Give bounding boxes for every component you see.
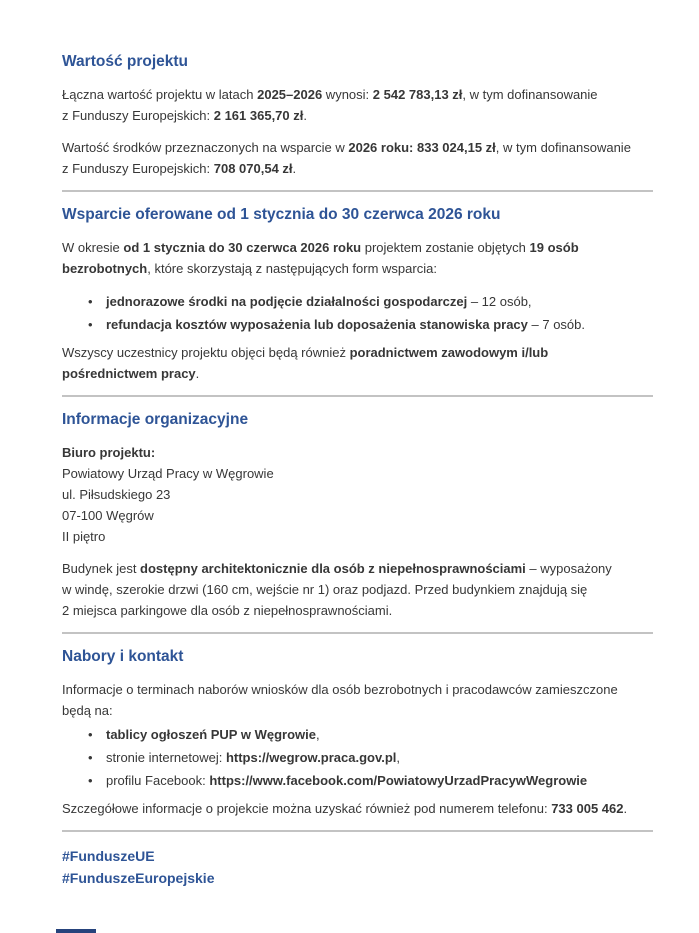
hashtag-2: #FunduszeEuropejskie — [62, 870, 215, 886]
text-run: , które skorzystają z następujących form wsparcia: — [147, 261, 437, 276]
list-item — [86, 746, 653, 769]
text-run: . — [292, 161, 297, 176]
accessibility-paragraph — [62, 558, 653, 621]
list-item — [86, 290, 653, 313]
text-run: . — [623, 801, 628, 816]
support-period-paragraph — [62, 237, 653, 279]
section-heading-support-offered: Wsparcie oferowane od 1 stycznia do 30 czerwca 2026 roku — [62, 206, 501, 223]
text-run: 07-100 Węgrów — [62, 508, 154, 523]
bold-text-run: 708 070,54 zł — [213, 161, 293, 176]
text-run: 2 miejsca parkingowe dla osób z niepełnosprawnościami. — [62, 603, 393, 618]
url-text[interactable]: https://www.facebook.com/PowiatowyUrzadPracywWegrowie — [209, 773, 588, 788]
bold-text-run: pośrednictwem pracy — [62, 366, 196, 381]
text-run: projektem zostanie objętych — [361, 240, 530, 255]
text-run: Powiatowy Urząd Pracy w Węgrowie — [62, 466, 274, 481]
list-item — [86, 769, 653, 792]
text-run: II piętro — [62, 529, 106, 544]
bold-text-run: 2 542 783,13 zł — [372, 87, 463, 102]
section-heading-organizational-info: Informacje organizacyjne — [62, 411, 249, 428]
section-divider — [62, 830, 653, 832]
text-run: profilu Facebook: — [106, 773, 210, 788]
bold-text-run: poradnictwem zawodowym i/lub — [349, 345, 549, 360]
text-run: Szczegółowe informacje o projekcie można uzyskać również pod numerem telefonu: — [62, 801, 552, 816]
text-run: w windę, szerokie drzwi (160 cm, wejście nr 1) oraz podjazd. Przed budynkiem znajdują się — [62, 582, 588, 597]
bold-text-run: 19 osób — [529, 240, 579, 255]
bold-text-run: 2 161 365,70 zł — [213, 108, 304, 123]
support-value-paragraph — [62, 137, 653, 179]
recruitment-info-paragraph — [62, 679, 653, 721]
bold-text-run: dostępny architektonicznie dla osób z niepełnosprawnościami — [140, 561, 526, 576]
text-run: Budynek jest — [62, 561, 141, 576]
text-run: , w tym dofinansowanie — [462, 87, 598, 102]
text-run: ul. Piłsudskiego 23 — [62, 487, 171, 502]
text-run: , — [315, 727, 320, 742]
text-run: , — [396, 750, 401, 765]
text-run: – wyposażony — [525, 561, 612, 576]
eu-flag-logo-fragment — [56, 929, 96, 933]
text-run: – 12 osób, — [467, 294, 532, 309]
text-run: Łączna wartość projektu w latach — [62, 87, 258, 102]
text-run: wynosi: — [322, 87, 373, 102]
phone-info-paragraph — [62, 798, 653, 819]
url-text[interactable]: https://wegrow.praca.gov.pl — [225, 750, 397, 765]
text-run: , w tym dofinansowanie — [495, 140, 631, 155]
bold-text-run: bezrobotnych — [62, 261, 148, 276]
text-run: stronie internetowej: — [106, 750, 226, 765]
text-run: Informacje o terminach naborów wniosków dla osób bezrobotnych i pracodawców zamieszczone — [62, 682, 618, 697]
bold-text-run: refundacja kosztów wyposażenia lub doposażenia stanowiska pracy — [106, 317, 528, 332]
text-run: . — [195, 366, 200, 381]
bold-text-run: tablicy ogłoszeń PUP w Węgrowie — [106, 727, 316, 742]
text-run: z Funduszy Europejskich: — [62, 108, 214, 123]
support-forms-list — [62, 290, 653, 336]
section-heading-project-value: Wartość projektu — [62, 53, 189, 70]
section-heading-recruitment-contact: Nabory i kontakt — [62, 648, 184, 665]
section-divider — [62, 395, 653, 397]
announcement-channels-list — [62, 723, 653, 792]
text-run: Wszyscy uczestnicy projektu objęci będą również — [62, 345, 350, 360]
section-divider — [62, 190, 653, 192]
text-run: będą na: — [62, 703, 113, 718]
hashtag-1: #FunduszeUE — [62, 848, 155, 864]
project-office-address — [62, 442, 653, 547]
bold-text-run: 2026 roku: 833 024,15 zł — [348, 140, 496, 155]
section-divider — [62, 632, 653, 634]
text-run: – 7 osób. — [527, 317, 586, 332]
bold-text-run: 2025–2026 — [257, 87, 323, 102]
bold-text-run: 733 005 462 — [551, 801, 624, 816]
bold-text-run: od 1 stycznia do 30 czerwca 2026 roku — [123, 240, 362, 255]
bold-text-run: Biuro projektu: — [62, 445, 156, 460]
text-run: W okresie — [62, 240, 124, 255]
text-run: z Funduszy Europejskich: — [62, 161, 214, 176]
hashtags-block — [62, 845, 653, 889]
total-value-paragraph — [62, 84, 653, 126]
list-item — [86, 723, 653, 746]
list-item — [86, 313, 653, 336]
text-run: . — [303, 108, 307, 123]
counselling-paragraph — [62, 342, 653, 384]
text-run: Wartość środków przeznaczonych na wsparcie w — [62, 140, 349, 155]
bold-text-run: jednorazowe środki na podjęcie działalności gospodarczej — [106, 294, 468, 309]
